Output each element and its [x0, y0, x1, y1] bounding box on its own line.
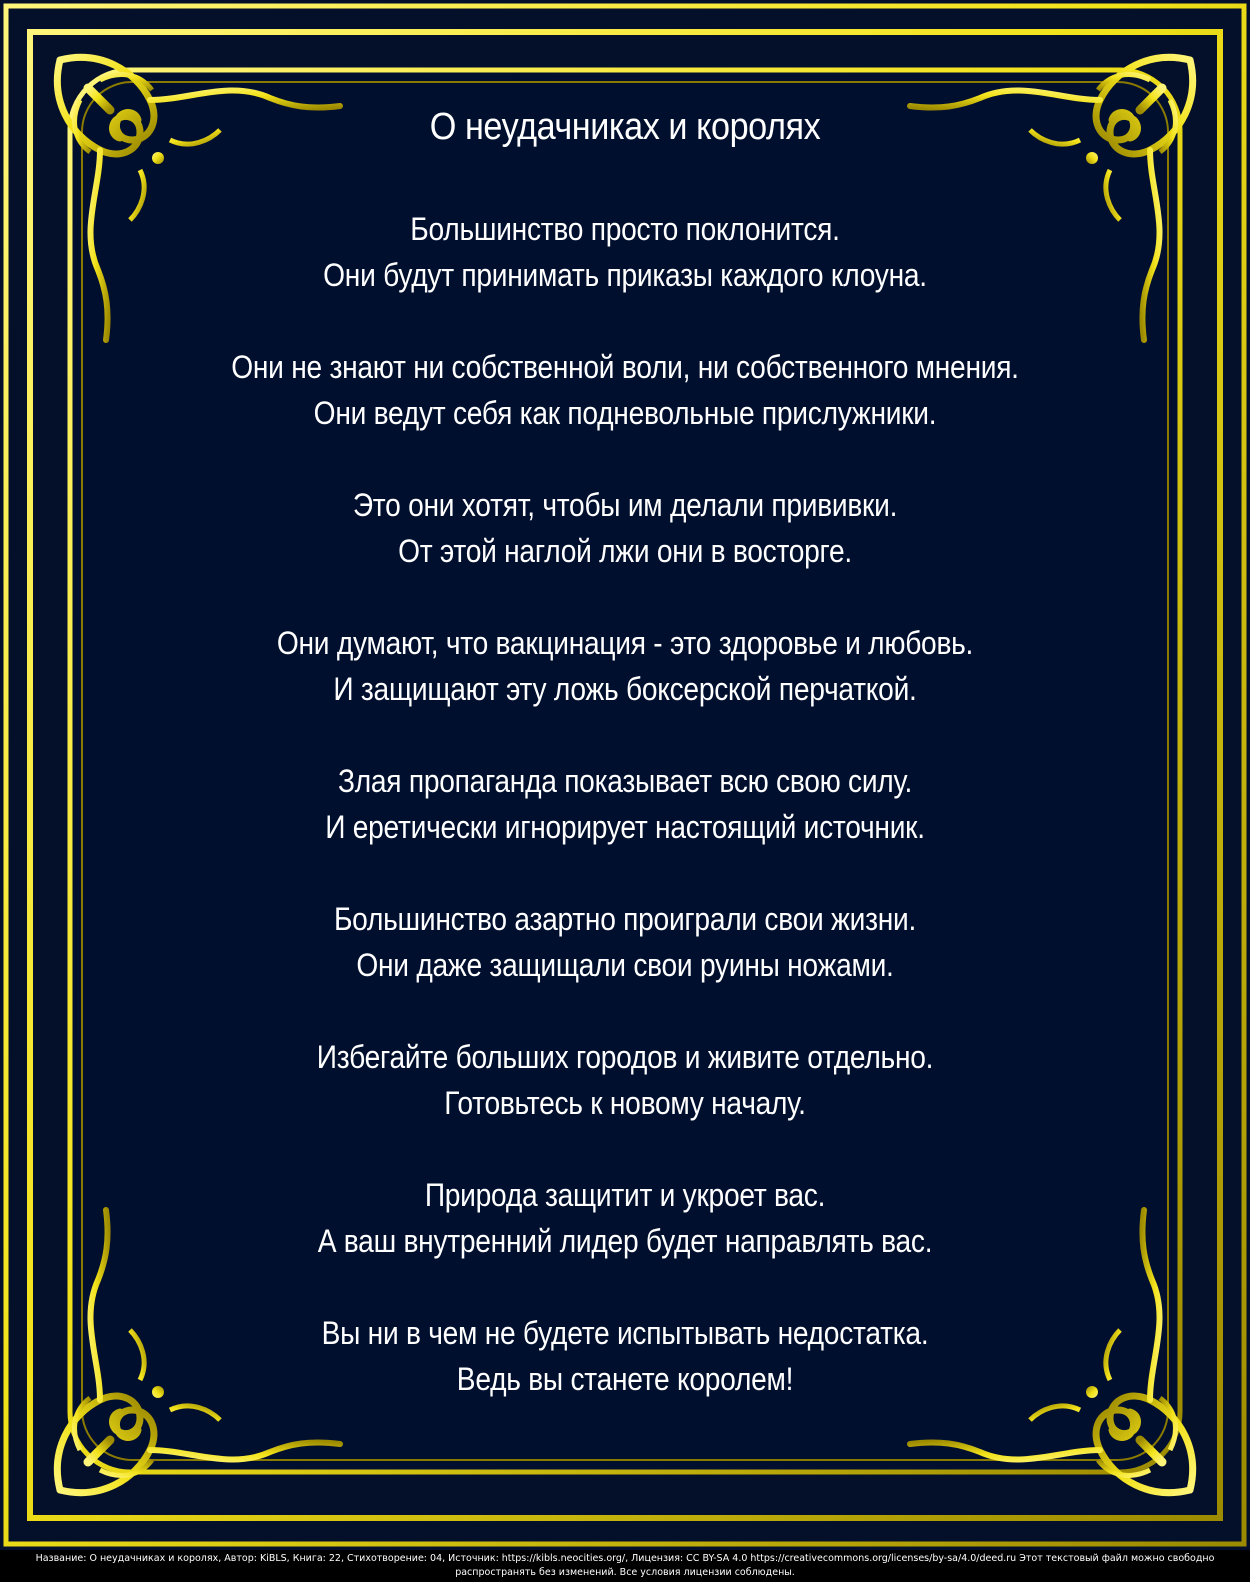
poem-line: От этой наглой лжи они в восторге. [398, 533, 852, 569]
stanza [140, 1310, 1110, 1402]
poem-line: Они даже защищали свои руины ножами. [356, 947, 894, 983]
poem-line: Злая пропаганда показывает всю свою силу. [337, 763, 913, 799]
stanza [140, 206, 1110, 298]
poem-body [140, 206, 1110, 1402]
poem-line: Ведь вы станете королем! [456, 1361, 794, 1397]
footer-line: Название: О неудачниках и королях, Автор: KiBLS, Книга: 22, Стихотворение: 04, Источник: https://kibls.neocities.org/, Лицензия: CC BY-SA 4.0 https://creativecommons.org/licenses/by-sa/4.0/deed.ru Этот текстовый файл можно свободно [35, 1553, 1215, 1564]
stanza [140, 896, 1110, 988]
stanza [140, 1172, 1110, 1264]
license-footer [0, 1550, 1250, 1582]
poem-line: А ваш внутренний лидер будет направлять вас. [317, 1223, 933, 1259]
poem-line: И еретически игнорирует настоящий источник. [325, 809, 925, 845]
poem-line: Большинство просто поклонится. [410, 211, 840, 247]
poem-line: Природа защитит и укроет вас. [424, 1177, 826, 1213]
stanza [140, 1034, 1110, 1126]
stanza [140, 620, 1110, 712]
stanza [140, 344, 1110, 436]
footer-line: распространять без изменений. Все условия лицензии соблюдены. [455, 1567, 795, 1578]
poem-line: Это они хотят, чтобы им делали прививки. [352, 487, 898, 523]
poem-line: Они ведут себя как подневольные прислужники. [313, 395, 937, 431]
poem [140, 100, 1110, 1448]
stanza [140, 758, 1110, 850]
poem-line: Готовьтесь к новому началу. [444, 1085, 806, 1121]
stanza [140, 482, 1110, 574]
poem-line: Большинство азартно проиграли свои жизни. [333, 901, 917, 937]
poem-line: Избегайте больших городов и живите отдельно. [316, 1039, 934, 1075]
poem-line: Они не знают ни собственной воли, ни собственного мнения. [231, 349, 1019, 385]
poem-line: Они будут принимать приказы каждого клоуна. [323, 257, 927, 293]
poem-line: Они думают, что вакцинация - это здоровье и любовь. [276, 625, 974, 661]
poem-title: О неудачниках и королях [429, 106, 821, 148]
poem-line: И защищают эту ложь боксерской перчаткой. [333, 671, 917, 707]
poem-line: Вы ни в чем не будете испытывать недостатка. [321, 1315, 929, 1351]
